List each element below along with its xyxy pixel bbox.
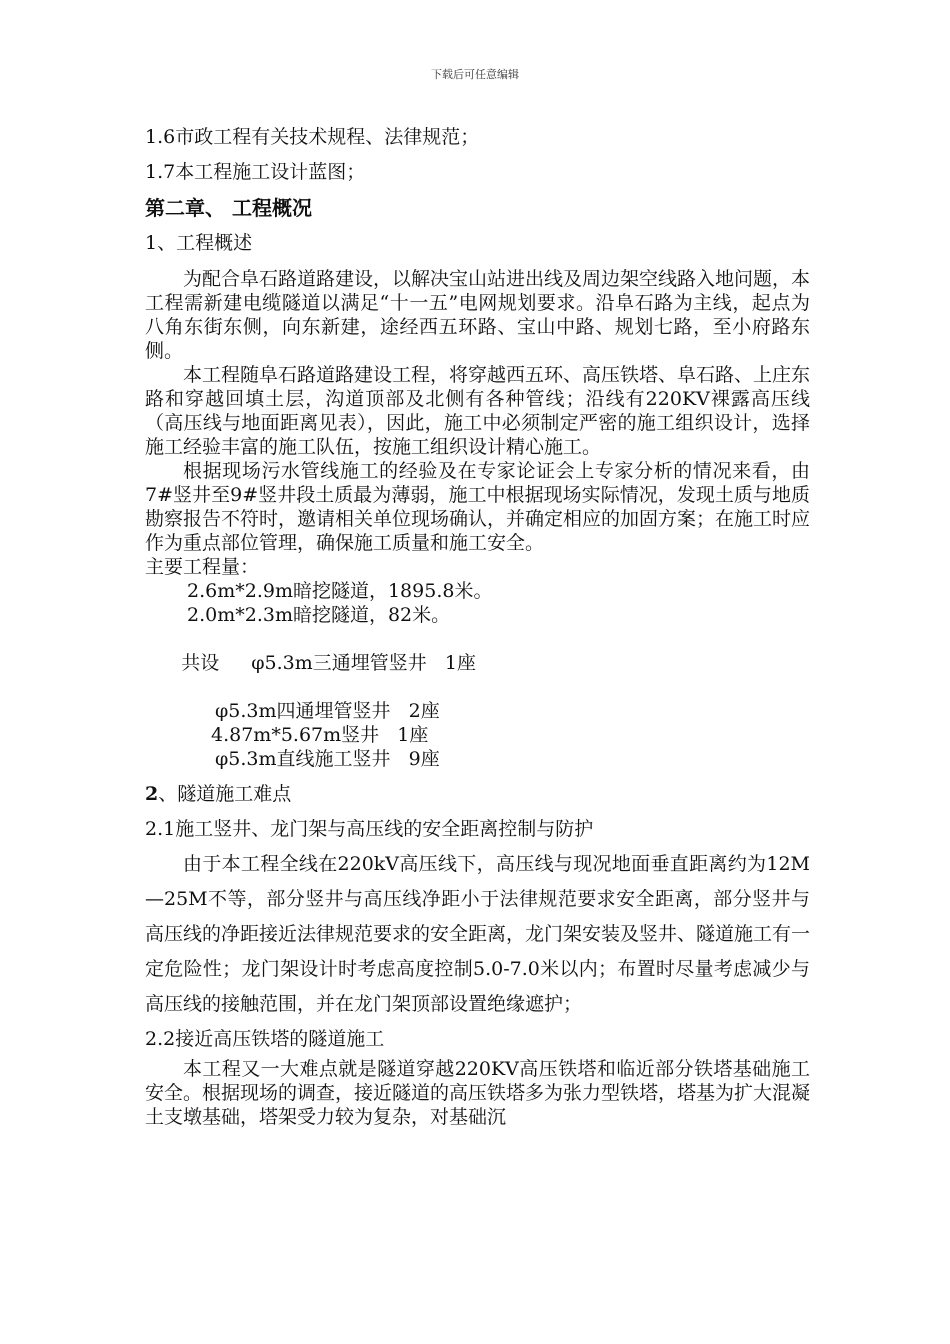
section-2-1-heading: 2.1施工竖井、龙门架与高压线的安全距离控制与防护 — [145, 818, 594, 840]
quantities-title: 主要工程量： — [145, 556, 260, 578]
shaft-item: φ5.3m三通埋管竖井 1座 — [251, 652, 476, 674]
section-2-2-heading: 2.2接近高压铁塔的隧道施工 — [145, 1028, 385, 1050]
clause-1-6: 1.6市政工程有关技术规程、法律规范； — [145, 126, 480, 148]
shaft-item: φ5.3m四通埋管竖井 2座 — [215, 700, 440, 722]
page-header: 下载后可任意编辑 — [431, 68, 519, 81]
shaft-item: φ5.3m直线施工竖井 9座 — [215, 748, 440, 770]
difficulty-paragraph-1: 由于本工程全线在220kV高压线下，高压线与现况地面垂直距离约为12M—25M不等，部分竖井与高压线净距小于法律规范要求安全距离，部分竖井与高压线的净距接近法律规范要求的安全距离，龙门架安装及竖井、隧道施工有一定危险性；龙门架设计时考虑高度控制5.0-7.0米以内；布置时尽量考虑减少与高压线的接触范围，并在龙门架顶部设置绝缘遮护； — [145, 853, 811, 1015]
shaft-row — [145, 627, 810, 699]
section-1-heading: 1、工程概述 — [145, 232, 253, 254]
shaft-prefix: 共设 — [181, 652, 220, 674]
difficulty-paragraph-2: 本工程又一大难点就是隧道穿越220KV高压铁塔和临近部分铁塔基础施工安全。根据现场的调查，接近隧道的高压铁塔多为张力型铁塔，塔基为扩大混凝土支墩基础，塔架受力较为复杂，对基础沉 — [145, 1058, 811, 1128]
document-body — [145, 120, 810, 1129]
overview-paragraph-3: 根据现场污水管线施工的经验及在专家论证会上专家分析的情况来看，由7#竖井至9#竖井段土质最为薄弱，施工中根据现场实际情况，发现土质与地质勘察报告不符时，邀请相关单位现场确认，并确定相应的加固方案；在施工时应作为重点部位管理，确保施工质量和施工安全。 — [145, 460, 811, 554]
quantity-item: 2.6m*2.9m暗挖隧道，1895.8米。 — [187, 580, 493, 602]
section-2-title: 、隧道施工难点 — [158, 783, 292, 805]
overview-paragraph-1: 为配合阜石路道路建设，以解决宝山站进出线及周边架空线路入地问题，本工程需新建电缆隧道以满足“十一五”电网规划要求。沿阜石路为主线，起点为八角东街东侧，向东新建，途经西五环路、宝山中路、规划七路，至小府路东侧。 — [145, 268, 811, 362]
shaft-item: 4.87m*5.67m竖井 1座 — [211, 724, 429, 746]
chapter-2-heading: 第二章、 工程概况 — [145, 196, 312, 220]
quantity-item: 2.0m*2.3m暗挖隧道，82米。 — [187, 604, 451, 626]
section-2-number: 2 — [145, 783, 159, 805]
section-2-heading — [145, 777, 810, 812]
overview-paragraph-2: 本工程随阜石路道路建设工程，将穿越西五环、高压铁塔、阜石路、上庄东路和穿越回填土层，沟道顶部及北侧有各种管线；沿线有220KV裸露高压线（高压线与地面距离见表），因此，施工中必须制定严密的施工组织设计，选择施工经验丰富的施工队伍，按施工组织设计精心施工。 — [145, 364, 811, 458]
clause-1-7: 1.7本工程施工设计蓝图； — [145, 161, 366, 183]
